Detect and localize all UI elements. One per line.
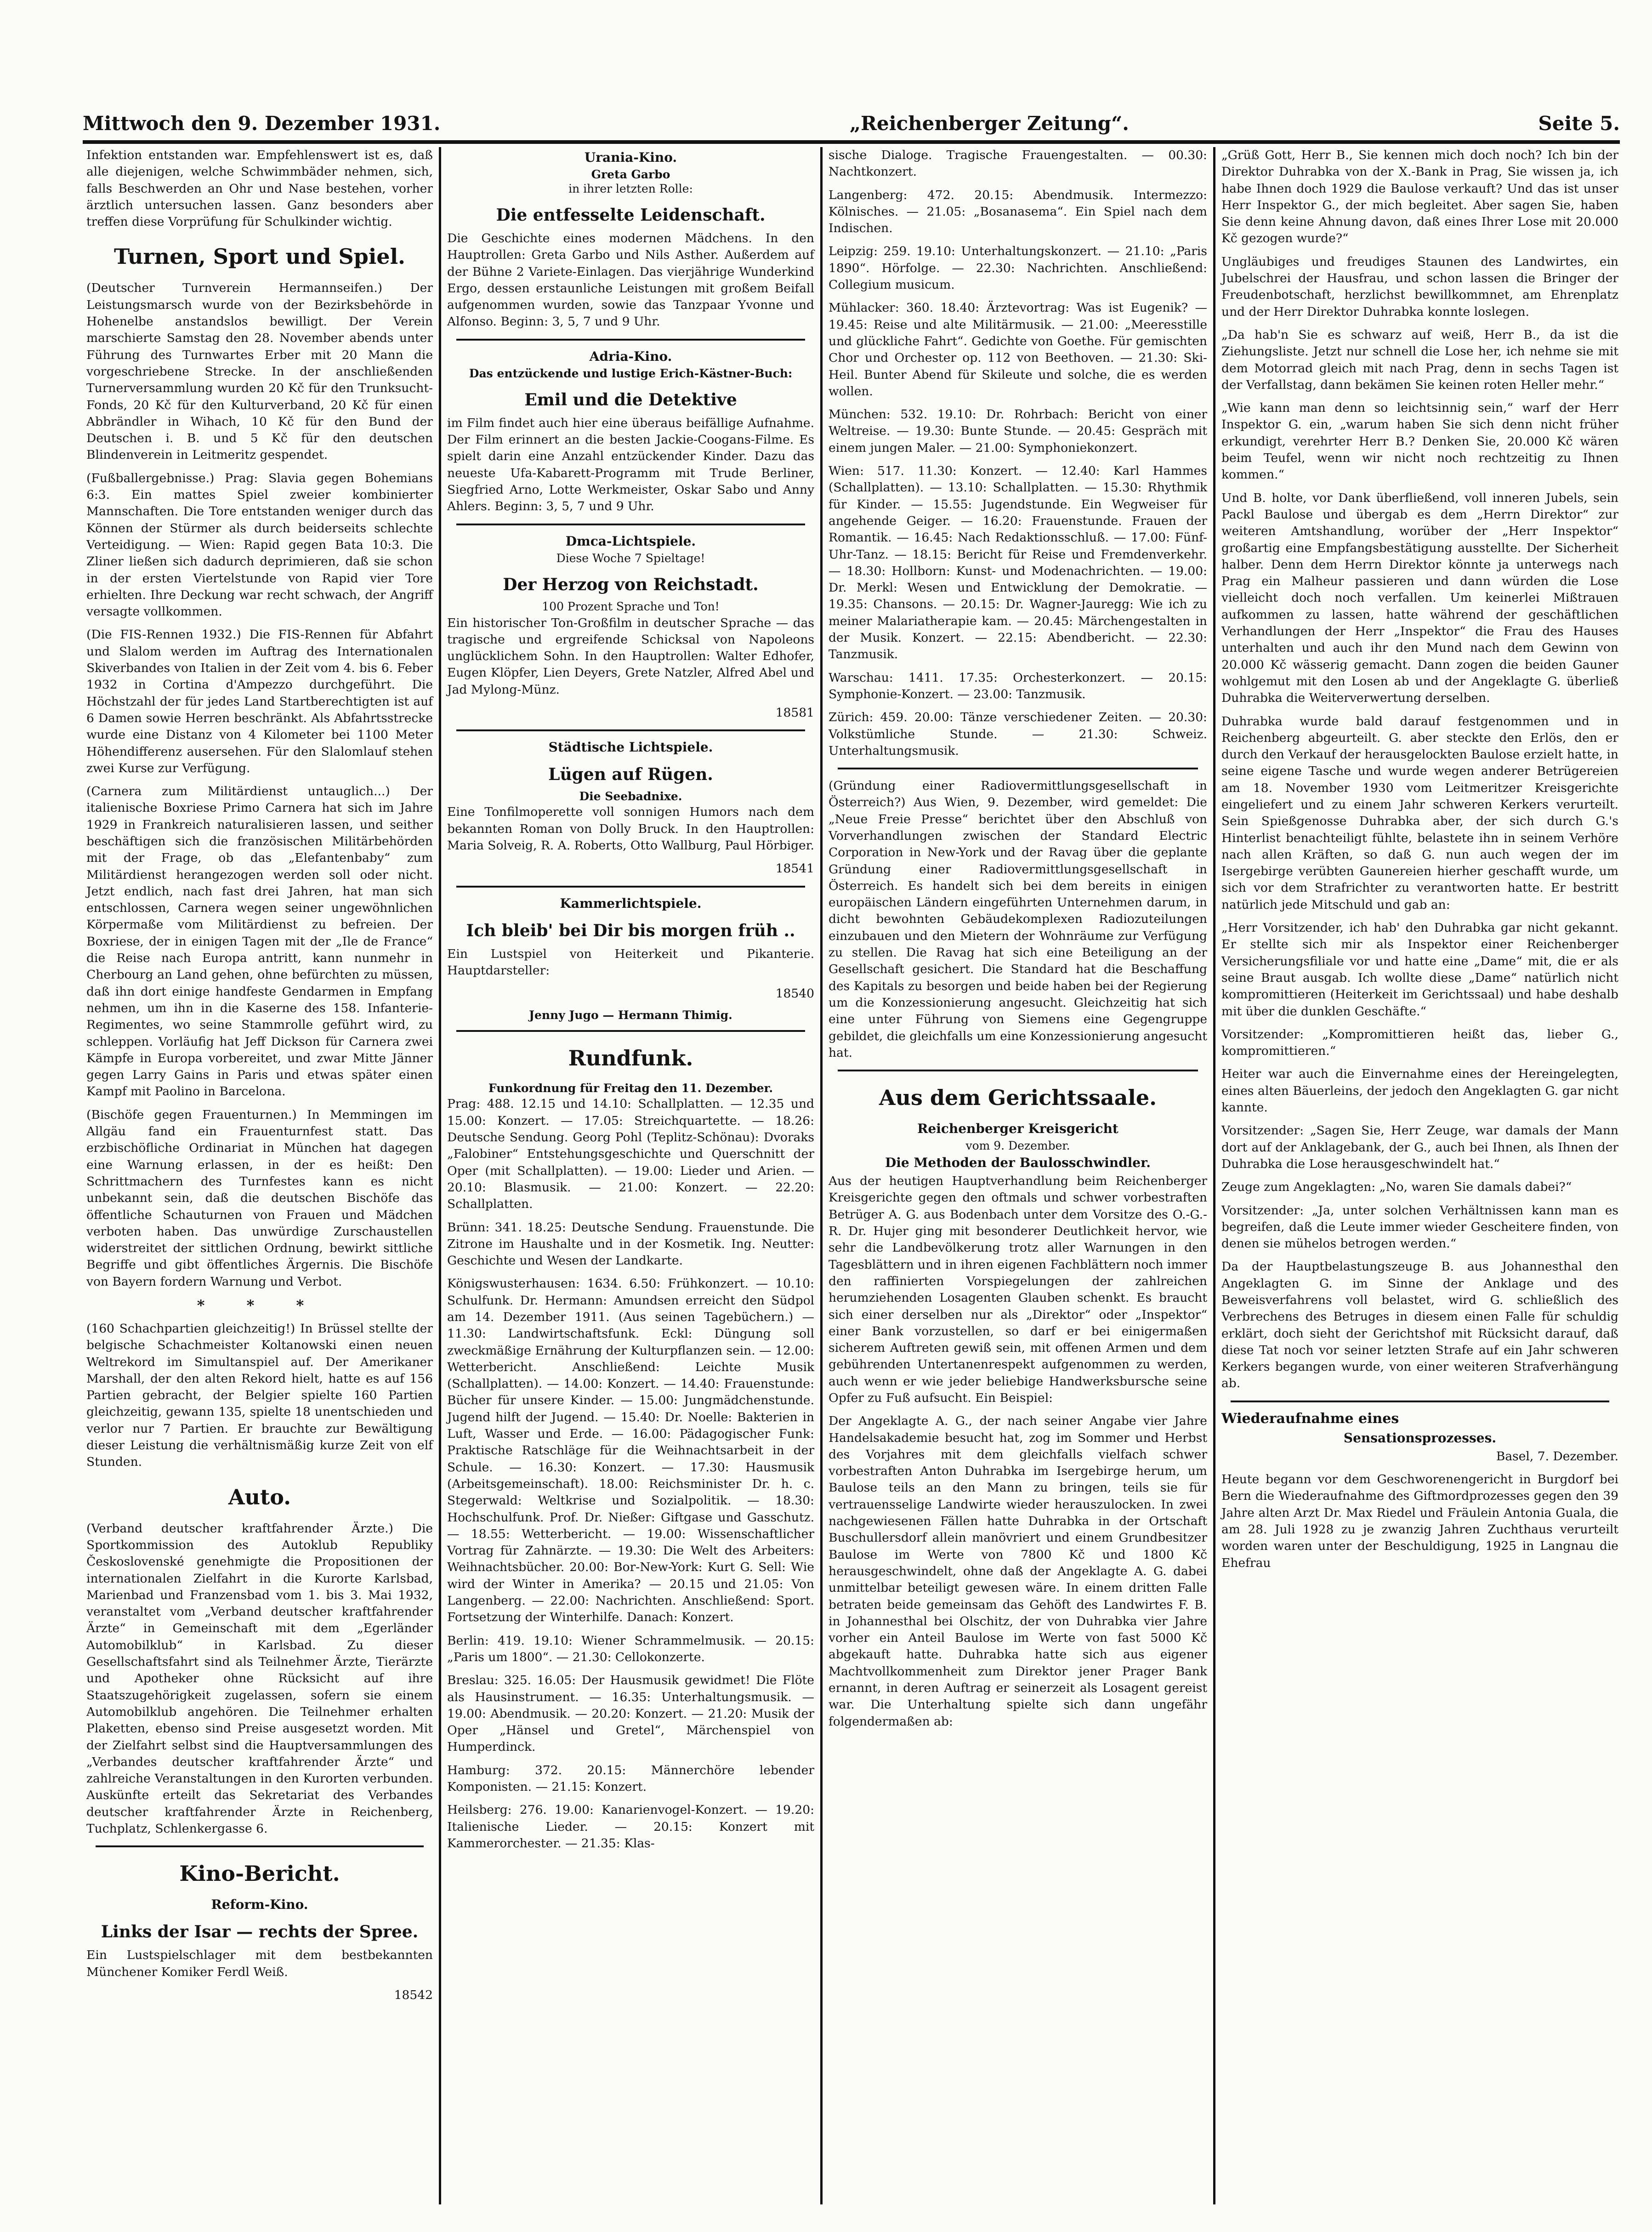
article-paragraph: Da der Hauptbelastungszeuge B. aus Johannesthal den Angeklagten G. im Sinne der Anklage und des Beweisverfahrens voll belastet, wird G. schließlich des Verbrechens des Betruges in diesem einen Falle für schuldig erklärt, doch sieht der Gerichtshof mit Rücksicht darauf, daß diese Tat noch vor seiner letzten Strafe auf ein Jahr schweren Kerkers begangen wurde, von einer weiteren Strafverhängung ab. bbox=[1221, 1259, 1618, 1391]
cinema-subheading: Das entzückende und lustige Erich-Kästner-Buch: bbox=[469, 366, 793, 380]
article-paragraph: Die Geschichte eines modernen Mädchens. In den Hauptrollen: Greta Garbo und Nils Asther. Außerdem auf der Bühne 2 Variete-Einlagen. Das vierjährige Wunderkind Ergo, dessen erstaunliche Leistungen mit großem Beifall aufgenommen wurden, sowie das Tanzpaar Yvonne und Alfonso. Beginn: 3, 5, 7 und 9 Uhr. bbox=[447, 231, 814, 329]
cinema-name: Dmca-Lichtspiele. bbox=[565, 533, 696, 549]
article-paragraph: Heute begann vor dem Geschworenengericht in Burgdorf bei Bern die Wiederaufnahme des Giftmordprozesses gegen den 39 Jahre alten Arzt Dr. Max Riedel und Fräulein Antonia Guala, die am 28. Juli 1928 zu je zwanzig Jahren Zuchthaus verurteilt worden waren unter der Beschuldigung, 1925 in Langnau die Ehefrau bbox=[1221, 1472, 1618, 1570]
dateline: Basel, 7. Dezember. bbox=[1496, 1449, 1618, 1463]
header-title: „Reichenberger Zeitung“. bbox=[849, 112, 1129, 135]
page-header bbox=[83, 105, 1620, 142]
radio-listing: Warschau: 1411. 17.35: Orchesterkonzert. — 20.15: Symphonie-Konzert. — 23.00: Tanzmusik. bbox=[829, 670, 1207, 701]
cinema-name: Adria-Kino. bbox=[589, 348, 672, 364]
radio-listing: Mühlacker: 360. 18.40: Ärztevortrag: Was ist Eugenik? — 19.45: Reise und alte Militärmusik. — 21.00: „Meeresstille und glückliche Fahrt“. Gedichte von Goethe. Für gemischten Chor und Orchester op. 112 von Beethoven. — 21.30: Ski-Heil. Bunter Abend für Skileute und solche, die es werden wollen. bbox=[829, 301, 1207, 399]
cinema-name: Urania-Kino. bbox=[584, 150, 677, 165]
column-3 bbox=[825, 147, 1211, 2204]
film-title: Emil und die Detektive bbox=[524, 390, 737, 410]
divider bbox=[456, 524, 805, 525]
cinema-subheading: Diese Woche 7 Spieltage! bbox=[556, 551, 705, 565]
article-heading: Die Methoden der Baulosschwindler. bbox=[885, 1155, 1151, 1171]
article-paragraph: Zeuge zum Angeklagten: „No, waren Sie damals dabei?“ bbox=[1221, 1180, 1572, 1195]
article-paragraph: Aus der heutigen Hauptverhandlung beim Reichenberger Kreisgerichte gegen den oftmals und schwer vorbestraften Betrüger A. G. aus Bodenbach unter dem Vorsitze des O.-G.-R. Dr. Hujer ging mit besonderer Deutlichkeit hervor, wie sehr die Landbevölkerung trotz aller Warnungen in den Tagesblättern und in ihren eigenen Fachblättern noch immer den raffinierten Vorspiegelungen der zahlreichen herumziehenden Losagenten Glauben schenkt. Es braucht sich einer derselben nur als „Direktor“ oder „Inspektor“ einer Bank vorzustellen, so darf er bei einigermaßen sicherem Auftreten gewiß sein, mit offenen Armen und dem gebührenden Untertanenrespekt aufgenommen zu werden, auch wenn er wie jeder beliebige Handwerksbursche seine Opfer zu Fuß aufsucht. Ein Beispiel: bbox=[829, 1174, 1207, 1405]
section-heading-rundfunk: Rundfunk. bbox=[568, 1046, 693, 1071]
radio-listing: München: 532. 19.10: Dr. Rohrbach: Bericht von einer Weltreise. — 19.30: Bunte Stunde. — 20.45: Gespräch mit einem jungen Maler. — 21.00: Symphoniekonzert. bbox=[829, 407, 1207, 455]
cinema-name: Reform-Kino. bbox=[211, 1897, 308, 1913]
divider bbox=[456, 1030, 805, 1032]
radio-listing: sische Dialoge. Tragische Frauengestalten. — 00.30: Nachtkonzert. bbox=[829, 148, 1207, 179]
radio-listing: Prag: 488. 12.15 und 14.10: Schallplatten. — 12.35 und 15.00: Konzert. — 17.05: Streichquartette. — 18.26: Deutsche Sendung. Georg Pohl (Teplitz-Schönau): Dvoraks „Falobiner“ Entstehungsgeschichte und Querschnitt der Oper (mit Schallplatten). — 19.00: Lieder und Arien. — 20.10: Blasmusik. — 21.00: Konzert. — 22.20: Schallplatten. bbox=[447, 1097, 814, 1212]
court-date: vom 9. Dezember. bbox=[965, 1139, 1070, 1153]
article-paragraph: im Film findet auch hier eine überaus beifällige Aufnahme. Der Film erinnert an die besten Jackie-Coogans-Filme. Es spielt darin eine Anzahl entzückender Kinder. Dazu das neueste Ufa-Kabarett-Programm mit Trude Berliner, Siegfried Arno, Lotte Werkmeister, Oskar Sabo und Anny Ahlers. Beginn: 3, 5, 7 und 9 Uhr. bbox=[447, 416, 814, 514]
header-date: Mittwoch den 9. Dezember 1931. bbox=[83, 112, 441, 135]
film-title: Die entfesselte Leidenschaft. bbox=[496, 205, 766, 225]
ad-number: 18542 bbox=[394, 1987, 433, 2002]
article-paragraph: Ein historischer Ton-Großfilm in deutscher Sprache — das tragische und ergreifende Schicksal von Napoleons unglücklichem Sohn. In den Hauptrollen: Walter Edhofer, Eugen Klöpfer, Lien Deyers, Grete Natzler, Alfred Abel und Jad Mylong-Münz. bbox=[447, 615, 814, 697]
article-paragraph: (Die FIS-Rennen 1932.) Die FIS-Rennen für Abfahrt und Slalom werden im Auftrag des Internationalen Skiverbandes von Italien in der Zeit vom 4. bis 6. Feber 1932 in Cortina d'Ampezzo durchgeführt. Die Höchstzahl der für jedes Land Startberechtigten ist auf 6 Damen sowie Herren beschränkt. Als Abfahrtsstrecke wurde eine Distanz von 4 Kilometer bei 1100 Meter Höhendifferenz ausersehen. Für den Slalomlauf stehen zwei Kurse zur Verfügung. bbox=[86, 627, 433, 775]
section-heading-sport: Turnen, Sport und Spiel. bbox=[114, 244, 406, 269]
divider bbox=[1231, 1401, 1609, 1402]
ad-number: 18540 bbox=[775, 986, 814, 1001]
ad-number: 18581 bbox=[775, 706, 814, 720]
divider bbox=[96, 1845, 424, 1847]
article-paragraph: Ungläubiges und freudiges Staunen des Landwirtes, ein Jubelschrei der Hausfrau, und schon lassen die Bringer der Freudenbotschaft, herzlichst bewillkommnet, am Ehrenplatz und der Herr Direktor Duhrabka konnte loslegen. bbox=[1221, 254, 1618, 319]
radio-listing: Brünn: 341. 18.25: Deutsche Sendung. Frauenstunde. Die Zitrone im Haushalte und in der Kosmetik. Ing. Neutter: Geschichte und Wesen der Landkarte. bbox=[447, 1220, 814, 1268]
radio-listing: Hamburg: 372. 20.15: Männerchöre lebender Komponisten. — 21.15: Konzert. bbox=[447, 1763, 814, 1794]
article-paragraph: Vorsitzender: „Sagen Sie, Herr Zeuge, war damals der Mann dort auf der Anklagebank, der G., auch bei Ihnen, als Ihnen der Duhrabka die Lose herausgeschwindelt hat.“ bbox=[1221, 1123, 1618, 1171]
divider bbox=[838, 1070, 1198, 1071]
article-paragraph: (Verband deutscher kraftfahrender Ärzte.) Die Sportkommission des Autoklub Republiky Československé genehmigte die Propositionen der internationalen Zielfahrt in die Kurorte Karlsbad, Marienbad und Franzensbad vom 1. bis 3. Mai 1932, veranstaltet vom „Verband deutscher kraftfahrender Ärzte“ in Gemeinschaft mit dem „Egerländer Automobilklub“ in Karlsbad. Zu dieser Gesellschaftsfahrt sind als Teilnehmer Ärzte, Tierärzte und Apotheker ohne Rücksicht auf ihre Staatszugehörigkeit zugelassen, sofern sie einem Automobilklub angehören. Die Teilnehmer erhalten Plaketten, ebenso sind Preise ausgesetzt worden. Mit der Zielfahrt selbst sind die Hauptversammlungen des „Verbandes deutscher kraftfahrender Ärzte“ und zahlreiche Veranstaltungen in den Kurorten verbunden. Auskünfte erteilt das Sekretariat des Verbandes deutscher kraftfahrender Ärzte in Reichenberg, Tuchplatz, Schlenkergasse 6. bbox=[86, 1521, 433, 1836]
article-paragraph: (160 Schachpartien gleichzeitig!) In Brüssel stellte der belgische Schachmeister Koltanowski einen neuen Weltrekord im Simultanspiel auf. Der Amerikaner Marshall, der den alten Rekord hielt, hatte es auf 156 Partien gebracht, der Belgier spielte 160 Partien gleichzeitig, gewann 135, spielte 18 unentschieden und verlor nur 7 Partien. Er brauchte zur Bewältigung dieser Leistung die verhältnismäßig kurze Zeit von elf Stunden. bbox=[86, 1321, 433, 1469]
radio-listing: Berlin: 419. 19.10: Wiener Schrammelmusik. — 20.15: „Paris um 1800“. — 21.30: Cellokonzerte. bbox=[447, 1633, 814, 1664]
article-paragraph: Vorsitzender: „Ja, unter solchen Verhältnissen kann man es begreifen, daß die Leute immer wieder Gescheitere finden, von denen sie mühelos betrogen werden.“ bbox=[1221, 1203, 1618, 1251]
cinema-subheading: Greta Garbo bbox=[591, 168, 670, 181]
column-divider bbox=[1213, 147, 1215, 2204]
court-name: Reichenberger Kreisgericht bbox=[917, 1121, 1118, 1137]
article-paragraph: (Bischöfe gegen Frauenturnen.) In Memmingen im Allgäu fand ein Frauenturnfest statt. Das erzbischöfliche Ordinariat in München hat dagegen eine Warnung erlassen, in der es heißt: Den Schrittmachern des Turnfestes kann es nicht unbekannt sein, daß die deutschen Bischöfe das öffentliche Schauturnen von Frauen und Mädchen verboten haben. Das unwürdige Zurschaustellen widerstreitet der sittlichen Ordnung, bewirkt sittliche Begriffe und gibt öffentliches Ärgernis. Die Bischöfe von Bayern fordern Warnung und Verbot. bbox=[86, 1107, 433, 1289]
article-paragraph: Ein Lustspiel von Heiterkeit und Pikanterie. Hauptdarsteller: bbox=[447, 946, 814, 978]
article-paragraph: „Herr Vorsitzender, ich hab' den Duhrabka gar nicht gekannt. Er stellte sich mir als Inspektor einer Reichenberger Versicherungsfiliale vor und hatte eine „Dame“ mit, die er als seine Braut ausgab. Ich wollte diese „Dame“ natürlich nicht kompromittieren (Heiterkeit im Gerichtssaal) und habe deshalb mit über die dunklen Geschäfte.“ bbox=[1221, 921, 1618, 1019]
divider bbox=[456, 729, 805, 731]
radio-listing: Langenberg: 472. 20.15: Abendmusik. Intermezzo: Kölnisches. — 21.05: „Bosanasema“. Ein Spiel nach dem Indischen. bbox=[829, 188, 1207, 236]
film-title: Ich bleib' bei Dir bis morgen früh .. bbox=[466, 921, 795, 940]
article-paragraph: Heiter war auch die Einvernahme eines der Hereingelegten, eines alten Bäuerleins, der jedoch den Angeklagten G. gar nicht kannte. bbox=[1221, 1067, 1618, 1115]
radio-listing: Zürich: 459. 20.00: Tänze verschiedener Zeiten. — 20.30: Volkstümliche Stunde. — 21.30: Schweiz. Unterhaltungsmusik. bbox=[829, 710, 1207, 758]
article-paragraph: Vorsitzender: „Kompromittieren heißt das, lieber G., kompromittieren.“ bbox=[1221, 1027, 1618, 1059]
cinema-name: Kammerlichtspiele. bbox=[560, 895, 702, 911]
column-divider bbox=[820, 147, 823, 2204]
article-paragraph: „Wie kann man denn so leichtsinnig sein,“ warf der Herr Inspektor G. ein, „warum haben Sie sich denn nicht früher erkundigt, verehrter Herr B.? Denken Sie, 20.000 Kč wären beim Teufel, wenn wir nicht noch rechtzeitig zu Ihnen kommen.“ bbox=[1221, 401, 1618, 482]
radio-listing: Leipzig: 259. 19.10: Unterhaltungskonzert. — 21.10: „Paris 1890“. Hörfolge. — 22.30: Nachrichten. Anschließend: Collegium musicum. bbox=[829, 244, 1207, 292]
article-heading: Sensationsprozesses. bbox=[1343, 1430, 1497, 1446]
article-paragraph: „Da hab'n Sie es schwarz auf weiß, Herr B., da ist die Ziehungsliste. Jetzt nur schnell die Lose her, ich nehme sie mit dem Motorrad gleich mit nach Prag, denn in sechs Tagen ist der Verfallstag, dann bekämen Sie keinen roten Heller mehr.“ bbox=[1221, 327, 1618, 392]
radio-listing: Heilsberg: 276. 19.00: Kanarienvogel-Konzert. — 19.20: Italienische Lieder. — 20.15: Konzert mit Kammerorchester. — 21.35: Klas- bbox=[447, 1803, 814, 1851]
cinema-subheading: in ihrer letzten Rolle: bbox=[568, 182, 693, 195]
article-paragraph: Infektion entstanden war. Empfehlenswert ist es, daß alle diejenigen, welche Schwimmbäder nehmen, sich, falls Beschwerden an Ohr und Nase bestehen, vorher ärztlich untersuchen lassen. Ganz besonders aber treffen diese Vorprüfung für Schulkinder wichtig. bbox=[86, 148, 433, 229]
divider bbox=[456, 886, 805, 888]
article-paragraph: (Gründung einer Radiovermittlungsgesellschaft in Österreich?) Aus Wien, 9. Dezember, wird gemeldet: Die „Neue Freie Presse“ berichtet über den Abschluß von Vorverhandlungen zwischen der Standard Electric Corporation in New-York und der Ravag über die geplante Gründung einer Radiovermittlungsgesellschaft in Österreich. Es handelt sich bei dem bereits in einigen europäischen Ländern eingeführten Unternehmen darum, in dicht bewohnten Gebäudekomplexen Radiozuteilungen einzubauen und den Mietern der Wohnräume zur Verfügung zu stellen. Die Ravag hat sich eine Beteiligung an der Gesellschaft gesichert. Die Standard hat die Beschaffung des Kapitals zu besorgen und beide haben bei der Regierung um die Konzessionierung angesucht. Gleichzeitig hat sich eine unter Führung von Siemens eine Gegengruppe gebildet, die gleichfalls um eine Konzessionierung angesucht hat. bbox=[829, 779, 1207, 1060]
film-title: Links der Isar — rechts der Spree. bbox=[101, 1922, 419, 1942]
radio-listing: Wien: 517. 11.30: Konzert. — 12.40: Karl Hammes (Schallplatten). — 13.10: Schallplatten. — 15.30: Rhythmik für Kinder. — 15.55: Jugendstunde. Ein Wegweiser für angehende Geiger. — 16.20: Frauenstunde. Frauen der Romantik. — 16.45: Nach Redaktionsschluß. — 17.00: Fünf-Uhr-Tanz. — 18.15: Bericht für Reise und Fremdenverkehr. — 18.30: Hollborn: Kunst- und Modenachrichten. — 19.00: Dr. Merkl: Wesen und Entwicklung der Demokratie. — 19.35: Chansons. — 20.15: Dr. Wagner-Jauregg: Wie ich zu meiner Malariatherapie kam. — 20.45: Märchengestalten in der Musik. Konzert. — 22.15: Abendbericht. — 22.30: Tanzmusik. bbox=[829, 464, 1207, 662]
article-paragraph: „Grüß Gott, Herr B., Sie kennen mich doch noch? Ich bin der Direktor Duhrabka von der X.-Bank in Prag, Sie wissen ja, ich habe Ihnen doch 1929 die Baulose verkauft? Und das ist unser Herr Inspektor G., der mich begleitet. Aber sagen Sie, haben Sie denn keine Ahnung davon, daß eines Ihrer Lose mit 20.000 Kč gezogen wurde?“ bbox=[1221, 148, 1618, 246]
column-divider bbox=[439, 147, 441, 2204]
cinema-name: Städtische Lichtspiele. bbox=[548, 740, 713, 755]
program-date: Funkordnung für Freitag den 11. Dezember. bbox=[488, 1082, 773, 1095]
article-paragraph: Der Angeklagte A. G., der nach seiner Angabe vier Jahre Handelsakademie besucht hat, zog im Sommer und Herbst des Vorjahres mit dem gleichfalls vielfach schwer vorbestraften Anton Duhrabka im Isergebirge herum, um Baulose teils an den Mann zu bringen, teils sie für vertrauensselige Landwirte wieder herauszulocken. In zwei nachgewiesenen Fällen hatte Duhrabka in der Ortschaft Buschullersdorf allein manövriert und einem Grundbesitzer Baulose im Werte von 7800 Kč und 1800 Kč herausgeschwindelt, ohne daß der Angeklagte A. G. dabei unmittelbar beteiligt gewesen wäre. In einem dritten Falle betraten beide gemeinsam das Gehöft des Landwirtes F. B. in Johannesthal bei Olschitz, der von Duhrabka vier Jahre vorher ein Anteil Baulose im Werte von fast 5000 Kč abgekauft hatte. Duhrabka hatte sich aus eigener Machtvollkommenheit zum Direktor jener Prager Bank ernannt, in deren Auftrag er seinerzeit als Losagent gereist war. Die Unterhaltung spielte sich dann ungefähr folgendermaßen ab: bbox=[829, 1414, 1207, 1729]
column-2 bbox=[443, 147, 818, 2204]
section-heading-gericht: Aus dem Gerichtssaale. bbox=[879, 1085, 1157, 1110]
section-heading-kino: Kino-Bericht. bbox=[179, 1861, 340, 1886]
article-paragraph: Eine Tonfilmoperette voll sonnigen Humors nach dem bekannten Roman von Dolly Bruck. In den Hauptrollen: Maria Solveig, R. A. Roberts, Otto Wallburg, Paul Hörbiger. bbox=[447, 805, 814, 853]
cinema-subheading: Die Seebadnixe. bbox=[579, 790, 682, 803]
article-paragraph: Duhrabka wurde bald darauf festgenommen und in Reichenberg abgeurteilt. G. aber steckte den Erlös, den er durch den Verkauf der herausgelockten Baulose erzielt hatte, in seine eigene Tasche und wurde wegen anderer Betrügereien am 18. November 1930 vom Leitmeritzer Kreisgerichte eingeliefert und zu einem Jahr schweren Kerkers verurteilt. Sein Spießgenosse Duhrabka aber, der sich durch G.'s Hinterlist benachteiligt fühlte, belastete ihn in seinem Verhöre nach allen Kräften, so daß G. nun auch wegen der im Isergebirge verübten Gaunereien hierher geschafft wurde, um sich vor dem Strafrichter zu verantworten hatte. Er bestritt natürlich jede Mitschuld und gab an: bbox=[1221, 714, 1618, 912]
ad-number: 18541 bbox=[775, 861, 814, 876]
divider bbox=[456, 339, 805, 341]
section-heading-auto: Auto. bbox=[228, 1484, 291, 1509]
radio-listing: Königswusterhausen: 1634. 6.50: Frühkonzert. — 10.10: Schulfunk. Dr. Hermann: Amundsen erreicht den Südpol am 14. Dezember 1911. (Aus seinen Tagebüchern.) — 11.30: Landwirtschaftsfunk. Eckl: Düngung soll zweckmäßige Ernährung der Kulturpflanzen sein. — 12.00: Wetterbericht. Anschließend: Leichte Musik (Schallplatten). — 14.00: Konzert. — 14.40: Frauenstunde: Bücher für unsere Kinder. — 15.00: Jungmädchenstunde. Jugend hilft der Jugend. — 15.40: Dr. Noelle: Bakterien in Luft, Wasser und Erde. — 16.00: Pädagogischer Funk: Praktische Ratschläge für die Weihnachtsarbeit in der Schule. — 16.30: Konzert. — 17.30: Hausmusik (Arbeitsgemeinschaft). 18.00: Reichsminister Dr. h. c. Stegerwald: Weltkrise und Sozialpolitik. — 18.30: Hochschulfunk. Prof. Dr. Nießer: Giftgase und Gasschutz. — 18.55: Wetterbericht. — 19.00: Wissenschaftlicher Vortrag für Zahnärzte. — 19.30: Die Welt des Arbeiters: Weihnachtsbücher. 20.00: Bor-New-York: Kurt G. Sell: Wie wird der Winter in Amerika? — 20.15 und 21.05: Von Langenberg. — 22.00: Nachrichten. Anschließend: Sport. Fortsetzung der Winterhilfe. Danach: Konzert. bbox=[447, 1276, 814, 1625]
article-heading: Wiederaufnahme eines bbox=[1221, 1410, 1399, 1427]
film-title: Lügen auf Rügen. bbox=[548, 765, 713, 785]
header-page-number: Seite 5. bbox=[1538, 112, 1620, 135]
film-title: Der Herzog von Reichstadt. bbox=[503, 575, 759, 594]
article-paragraph: (Fußballergebnisse.) Prag: Slavia gegen Bohemians 6:3. Ein mattes Spiel zweier kombinierter Mannschaften. Die Tore entstanden weniger durch das Können der Stürmer als durch beiderseits schlechte Verteidigung. — Wien: Rapid gegen Bata 10:3. Die Zliner ließen sich dadurch deprimieren, daß sie schon in der ersten Viertelstunde von Rapid vier Tore erhielten. Ihre Deckung war recht schwach, der Angriff versagte vollkommen. bbox=[86, 471, 433, 619]
divider bbox=[838, 768, 1198, 769]
cinema-subheading: 100 Prozent Sprache und Ton! bbox=[542, 599, 720, 613]
column-4 bbox=[1218, 147, 1622, 2204]
section-separator-stars: * * * bbox=[197, 1297, 323, 1314]
radio-listing: Breslau: 325. 16.05: Der Hausmusik gewidmet! Die Flöte als Hausinstrument. — 16.35: Unterhaltungsmusik. — 19.00: Abendmusik. — 20.20: Konzert. — 21.20: Musik der Oper „Hänsel und Gretel“, Märchenspiel von Humperdinck. bbox=[447, 1673, 814, 1754]
article-paragraph: (Carnera zum Militärdienst untauglich...) Der italienische Boxriese Primo Carnera hat sich im Jahre 1929 in Frankreich naturalisieren lassen, und seither beschäftigen sich die französischen Militärbehörden mit der Frage, ob das „Elefantenbaby“ zum Militärdienst herangezogen werden soll oder nicht. Jetzt endlich, nach fast drei Jahren, hat man sich entschlossen, Carnera wegen seiner ungewöhnlichen Körpermaße vom Militärdienst zu befreien. Der Boxriese, der in einigen Tagen mit der „Ile de France“ die Reise nach Europa antritt, kann nunmehr in Cherbourg an Land gehen, ohne befürchten zu müssen, daß ihn dort einige handfeste Gendarmen in Empfang nehmen, um ihn in die Kaserne des 158. Infanterie-Regimentes, wo seine Stammrolle geführt wird, zu schleppen. Vorläufig hat Jeff Dickson für Carnera zwei Kämpfe in Europa vorbereitet, und zwar Mitte Jänner gegen Larry Gains in Paris und etwas später einen Kampf mit Paolino in Barcelona. bbox=[86, 784, 433, 1099]
article-paragraph: Und B. holte, vor Dank überfließend, voll inneren Jubels, sein Packl Baulose und übergab es dem „Herrn Direktor“ zur weiteren Amtshandlung, worüber der „Herr Inspektor“ großartig eine Empfangsbestätigung ausstellte. Der Sicherheit halber. Denn dem Herrn Direktor könnte ja unterwegs nach Prag ein Malheur passieren und dann würden die Lose vielleicht doch noch verfallen. Um keinerlei Mißtrauen aufkommen zu lassen, hatte während der geschäftlichen Verhandlungen der Herr „Inspektor“ die Frau des Hauses unterhalten und auch ihr den Mund nach dem Gewinn von 20.000 Kč wässerig gemacht. Dann zogen die beiden Gauner wohlgemut mit den Losen ab und der Angeklagte G. überließ Duhrabka die Weiterverwertung derselben. bbox=[1221, 490, 1618, 706]
column-1 bbox=[83, 147, 437, 2204]
cast-line: Jenny Jugo — Hermann Thimig. bbox=[529, 1008, 732, 1022]
article-paragraph: Ein Lustspielschlager mit dem bestbekannten Münchener Komiker Ferdl Weiß. bbox=[86, 1948, 433, 1979]
article-paragraph: (Deutscher Turnverein Hermannseifen.) Der Leistungsmarsch wurde von der Bezirksbehörde in Hohenelbe anstandslos bewilligt. Der Verein marschierte Samstag den 28. November abends unter Führung des Turnwartes Erber mit 20 Mann die vorgeschriebene Strecke. In der anschließenden Turnerversammlung wurden 20 Kč für den Trunksucht-Fonds, 20 Kč für den Kulturverband, 20 Kč für einen Abbrändler in Wihach, 10 Kč für den Bund der Deutschen i. B. und 5 Kč für den deutschen Blindenverein in Leitmeritz gespendet. bbox=[86, 281, 433, 462]
header-rule bbox=[83, 140, 1620, 144]
